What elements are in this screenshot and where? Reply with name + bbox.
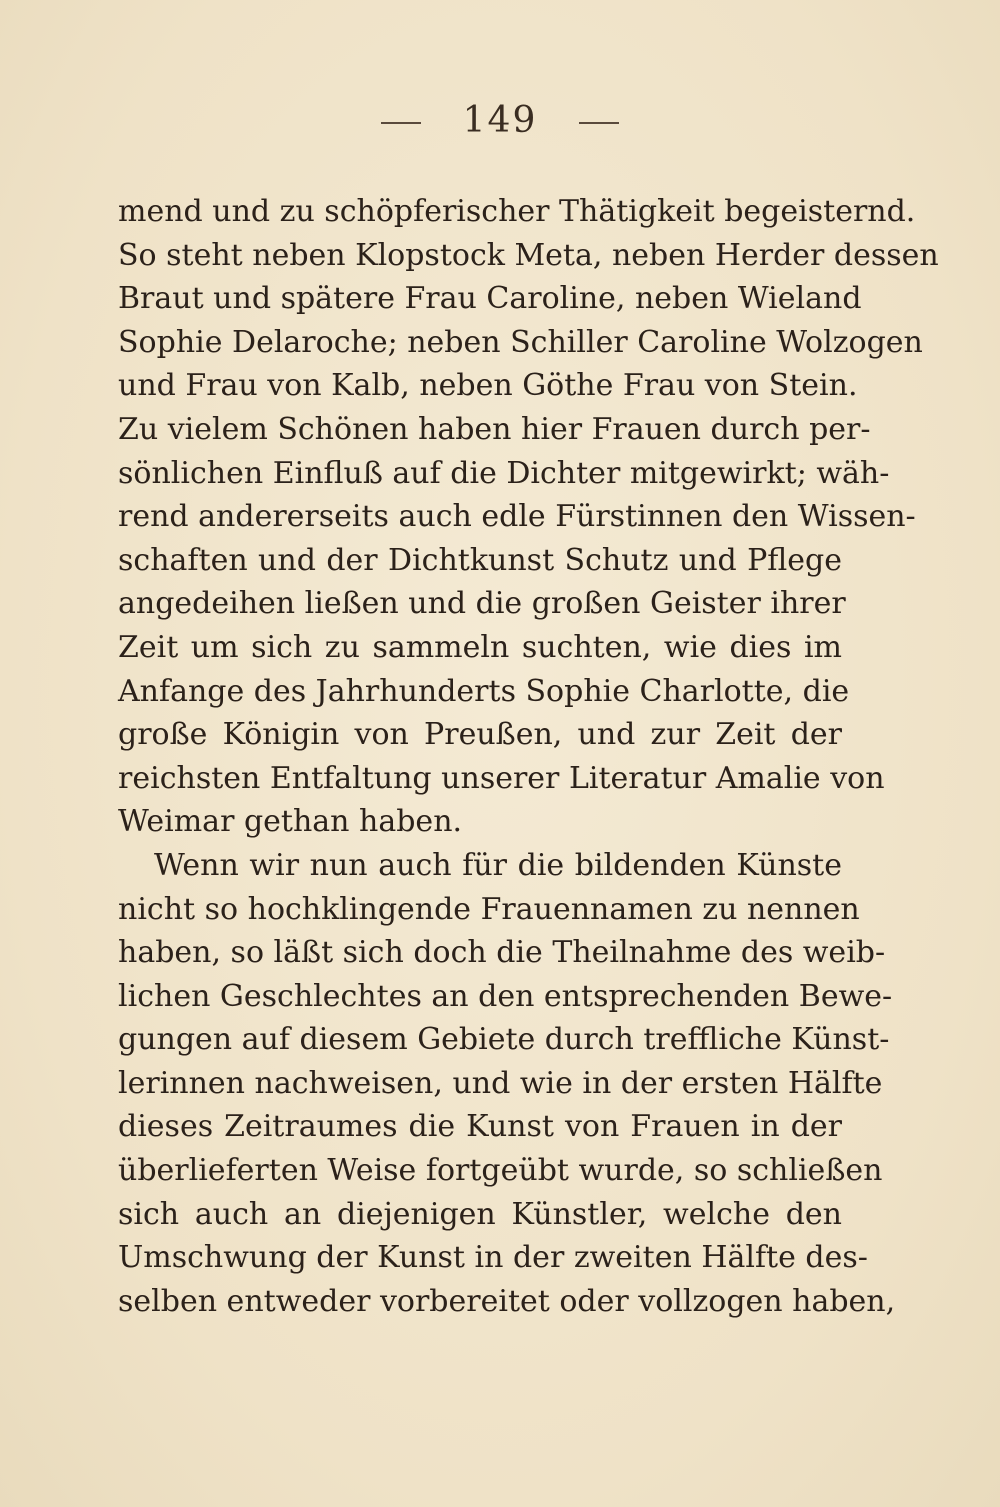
text-line: überlieferten Weise fortgeübt wurde, so schließen — [118, 1153, 883, 1189]
header-dash-right — [579, 122, 619, 124]
page-number: 149 — [462, 100, 538, 141]
text-line: angedeihen ließen und die großen Geister ihrer — [118, 586, 846, 622]
body-text — [118, 190, 939, 1323]
page-header — [0, 100, 1000, 141]
text-line: reichsten Entfaltung unserer Literatur Amalie von — [118, 760, 885, 796]
text-line: nicht so hochklingende Frauennamen zu nennen — [118, 891, 860, 927]
text-line: dieses Zeitraumes die Kunst von Frauen in der — [118, 1109, 842, 1145]
text-line: Zeit um sich zu sammeln suchten, wie dies im — [118, 629, 842, 665]
paragraph-end-line: Weimar gethan haben. — [118, 804, 463, 840]
paragraph-start-line: Wenn wir nun auch für die bildenden Künste — [154, 847, 842, 883]
text-line: Umschwung der Kunst in der zweiten Hälfte des- — [118, 1240, 868, 1276]
header-dash-left — [381, 122, 421, 124]
text-line: Zu vielem Schönen haben hier Frauen durch per- — [118, 411, 871, 447]
text-line: und Frau von Kalb, neben Göthe Frau von Stein. — [118, 368, 858, 404]
text-line: lichen Geschlechtes an den entsprechenden Bewe- — [118, 978, 893, 1014]
text-line: schaften und der Dichtkunst Schutz und Pflege — [118, 542, 842, 578]
text-line: Sophie Delaroche; neben Schiller Caroline Wolzogen — [118, 324, 923, 360]
text-line: Braut und spätere Frau Caroline, neben Wieland — [118, 281, 862, 317]
text-line: rend andererseits auch edle Fürstinnen den Wissen- — [118, 499, 916, 535]
text-line: So steht neben Klopstock Meta, neben Herder dessen — [118, 237, 939, 273]
text-line: gungen auf diesem Gebiete durch treffliche Künst- — [118, 1022, 890, 1058]
text-line: sich auch an diejenigen Künstler, welche den — [118, 1196, 842, 1232]
text-line: sönlichen Einfluß auf die Dichter mitgewirkt; wäh- — [118, 455, 890, 491]
text-line: haben, so läßt sich doch die Theilnahme des weib- — [118, 935, 886, 971]
text-line: Anfange des Jahrhunderts Sophie Charlotte, die — [118, 673, 850, 709]
text-line: mend und zu schöpferischer Thätigkeit begeisternd. — [118, 194, 916, 229]
text-line: lerinnen nachweisen, und wie in der ersten Hälfte — [118, 1065, 883, 1101]
text-line: selben entweder vorbereitet oder vollzogen haben, — [118, 1283, 896, 1319]
text-line: große Königin von Preußen, und zur Zeit der — [118, 717, 842, 753]
